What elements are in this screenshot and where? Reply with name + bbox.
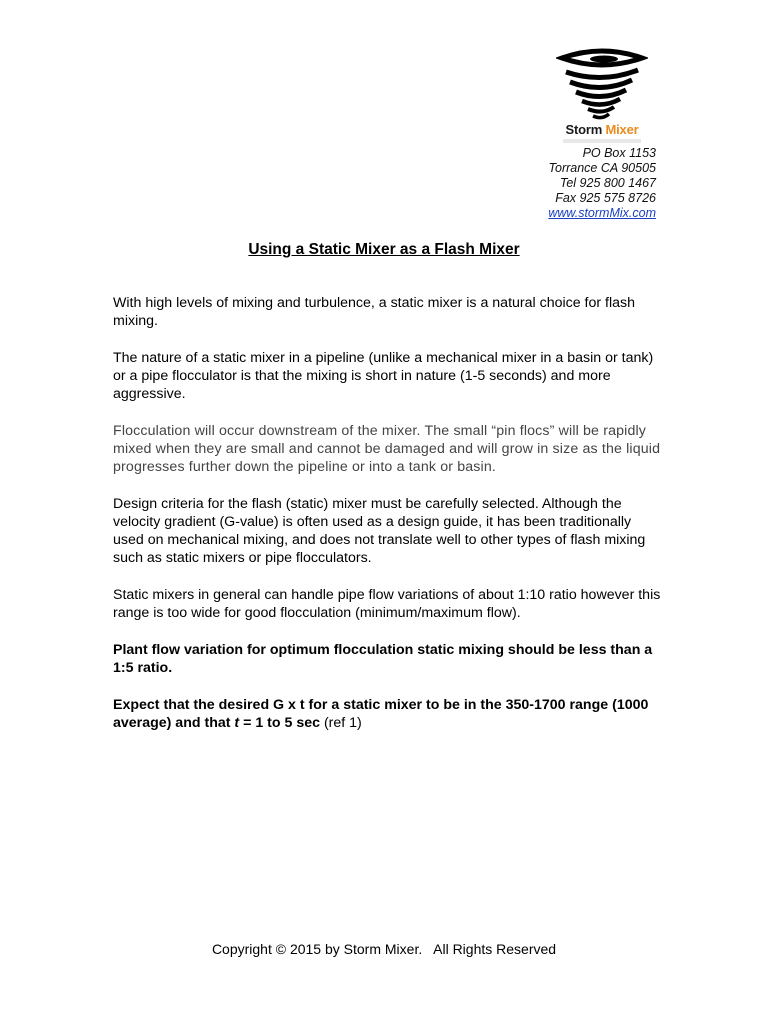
reference-note: (ref 1) <box>320 715 362 731</box>
website-link[interactable]: www.stormMix.com <box>548 206 656 220</box>
copyright-footer: Copyright © 2015 by Storm Mixer. All Rights Reserved <box>211 941 557 957</box>
brand-underline <box>563 139 641 143</box>
paragraph-7-range: = 1 to 5 sec <box>239 715 320 731</box>
paragraph-2: The nature of a static mixer in a pipeline (unlike a mechanical mixer in a basin or tank) or a pipe flocculator is that the mixing is short in nature (1-5 seconds) and more aggressive. <box>113 350 654 402</box>
address-po-box: PO Box 1153 <box>582 146 656 160</box>
document-title: Using a Static Mixer as a Flash Mixer <box>248 241 520 258</box>
time-variable: t <box>234 715 240 731</box>
address-block <box>548 146 656 221</box>
paragraph-7-text: Expect that the desired G x t for a static mixer to be in the 350-1700 range (1000 average) and that <box>113 697 649 731</box>
address-tel: Tel 925 800 1467 <box>559 176 656 190</box>
brand-word-mixer: Mixer <box>605 122 639 137</box>
brand-logotype <box>556 122 648 137</box>
paragraph-5: Static mixers in general can handle pipe flow variations of about 1:10 ratio however this range is too wide for good flocculation (minimum/maximum flow). <box>113 587 661 621</box>
address-fax: Fax 925 575 8726 <box>555 191 656 205</box>
paragraph-4: Design criteria for the flash (static) mixer must be carefully selected. Although the velocity gradient (G-value) is often used as a design guide, it has been traditionally used on mechanical mixing, and does not translate well to other types of flash mixing such as static mixers or pipe flocculators. <box>113 496 646 566</box>
paragraph-6: Plant flow variation for optimum flocculation static mixing should be less than a 1:5 ratio. <box>113 642 653 676</box>
document-body <box>113 294 661 751</box>
paragraph-1: With high levels of mixing and turbulence, a static mixer is a natural choice for flash mixing. <box>113 295 636 329</box>
paragraph-3: Flocculation will occur downstream of the mixer. The small “pin flocs” will be rapidly mixed when they are small and cannot be damaged and will grow in size as the liquid progresses further down the pipeline or into a tank or basin. <box>113 423 661 475</box>
address-city: Torrance CA 90505 <box>548 161 656 175</box>
paragraph-7 <box>113 696 661 732</box>
brand-word-storm: Storm <box>565 122 606 137</box>
